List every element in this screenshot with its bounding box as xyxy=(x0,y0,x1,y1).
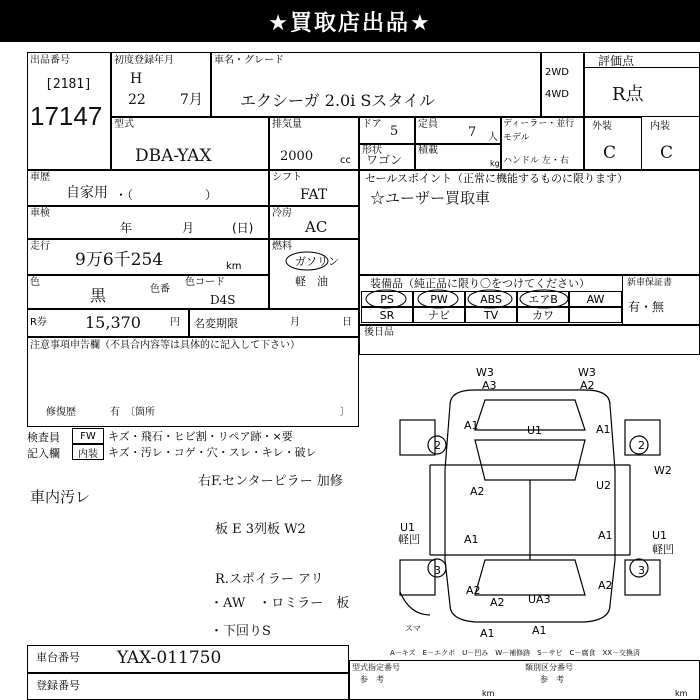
name-change-day: 日 xyxy=(342,317,352,328)
equip-aw: AW xyxy=(569,291,622,307)
rating-label: 評価点 xyxy=(598,54,635,68)
equipment-label: 装備品（純正品に限り〇をつけてください） xyxy=(370,277,590,290)
diag-a2-bottom-left: A2 xyxy=(466,584,481,597)
usage-value: 自家用 xyxy=(66,185,108,201)
displacement-value: 2000 xyxy=(280,149,314,164)
remark-2: 右F.センターピラー 加修 xyxy=(198,474,343,489)
legend-row: A－キズ E－エクボ U－凹み W－補修跡 S－サビ C－腐食 XX－交換済 xyxy=(390,649,641,657)
recycle-label: R券 xyxy=(30,317,47,328)
mileage-unit: km xyxy=(226,261,242,272)
equip-airbag: エアB xyxy=(517,291,569,307)
inspector-row2: キズ・汚レ・コゲ・穴・スレ・キレ・破レ xyxy=(108,446,317,459)
color-label: 色 xyxy=(30,277,40,288)
repair-close: 〕 xyxy=(340,407,350,418)
entry-label: 記入欄 xyxy=(27,447,60,460)
inspector-row1: キズ・飛石・ヒビ割・リペア跡・×要 xyxy=(108,430,293,443)
inspection-label: 車検 xyxy=(30,208,50,219)
diag-a2-right: A2 xyxy=(580,379,595,392)
date-box xyxy=(359,325,700,355)
chassis-label: 車台番号 xyxy=(36,651,80,664)
color-code-label: 色番 xyxy=(150,284,170,295)
equip-sr: SR xyxy=(361,307,413,323)
equip-navi: ナビ xyxy=(413,307,465,323)
inspector-fw: FW xyxy=(72,428,104,444)
load-unit: kg xyxy=(490,159,500,168)
inspection-month: 月 xyxy=(182,221,195,235)
inspection-year: 年 xyxy=(120,221,133,235)
dealer-handle-label: ハンドル 左・右 xyxy=(503,156,569,166)
lot-code: [2181] xyxy=(45,77,92,92)
diag-w3-left: W3 xyxy=(476,366,494,379)
diag-2-left: 2 xyxy=(434,439,441,452)
warranty-value: 有・無 xyxy=(628,300,665,314)
warranty-label: 新車保証書 xyxy=(627,278,673,288)
remark-5: ・AW ・ロミラー 板 xyxy=(210,596,350,611)
car-name-value: エクシーガ 2.0i Sスタイル xyxy=(240,91,436,110)
drive-box xyxy=(541,52,584,117)
page-header xyxy=(0,0,700,42)
ac-value: AC xyxy=(305,218,328,236)
gas-circle xyxy=(284,250,330,272)
diag-a1-front-left: A1 xyxy=(464,419,479,432)
fuel-diesel: 軽 油 xyxy=(295,275,328,288)
remark-3: 板 E 3列板 W2 xyxy=(215,522,306,537)
repair-value: 有 〔箇所 xyxy=(110,407,155,418)
diag-u1-left: U1 xyxy=(400,521,416,534)
usage-rest: ・（ ） xyxy=(115,188,218,202)
exterior-label: 外装 xyxy=(592,121,612,132)
exterior-value: C xyxy=(603,143,617,163)
displacement-label: 排気量 xyxy=(272,119,302,130)
color-code-value: D4S xyxy=(210,293,236,307)
ac-label: 冷房 xyxy=(272,208,292,219)
chassis-value: YAX-011750 xyxy=(117,648,222,668)
diag-u1-front: U1 xyxy=(527,424,543,437)
diag-a2-bottom-right: A2 xyxy=(598,579,613,592)
fuel-label: 燃料 xyxy=(272,241,292,252)
shift-value: FAT xyxy=(300,187,328,203)
first-reg-label: 初度登録年月 xyxy=(114,55,174,66)
shape-value: ワゴン xyxy=(366,153,403,167)
drive-2wd: 2WD xyxy=(545,67,569,78)
interior-label: 内装 xyxy=(650,121,670,132)
recycle-value: 15,370 xyxy=(85,313,141,332)
doors-value: 5 xyxy=(390,124,399,139)
interior-value: C xyxy=(660,143,674,163)
car-name-label: 車名・グレード xyxy=(214,55,284,66)
equip-blank xyxy=(569,307,622,323)
equip-leather: カワ xyxy=(517,307,569,323)
shift-label: シフト xyxy=(272,172,302,183)
first-reg-year: 22 xyxy=(128,92,146,108)
capacity-value: 7 xyxy=(468,125,477,140)
color-code2-label: 色コード xyxy=(185,277,225,288)
diag-w3-right: W3 xyxy=(578,366,596,379)
displacement-unit: cc xyxy=(340,155,351,166)
diag-3-left: 3 xyxy=(434,564,441,577)
doors-label: ドア xyxy=(362,119,382,130)
repair-label: 修復歴 xyxy=(46,407,76,418)
diag-a1-bottom-right: A1 xyxy=(532,624,547,637)
recycle-unit: 円 xyxy=(170,317,180,328)
lot-number: 17147 xyxy=(30,101,103,131)
diag-a3-left: A3 xyxy=(482,379,497,392)
equip-abs: ABS xyxy=(465,291,517,307)
name-change-label: 名変期限 xyxy=(194,317,238,330)
footer-ref: 参 考 xyxy=(360,675,384,684)
load-label: 積載 xyxy=(418,145,438,156)
usage-label: 車歴 xyxy=(30,172,50,183)
footer-km: km xyxy=(482,689,495,698)
diag-a1-front-right: A1 xyxy=(596,423,611,436)
notes-label: 注意事項申告欄（不具合内容等は具体的に記入して下さい） xyxy=(30,340,300,351)
footer-km2: km xyxy=(675,689,688,698)
diag-w2: W2 xyxy=(654,464,672,477)
footer-type-label: 型式指定番号 xyxy=(352,663,400,672)
diag-kan-right: 軽凹 xyxy=(652,543,674,556)
footer-ref2: 参 考 xyxy=(540,675,564,684)
mileage-label: 走行 xyxy=(30,241,50,252)
warranty-cell xyxy=(622,275,700,325)
date-label: 後日品 xyxy=(364,327,394,338)
diag-a1-bottom-left: A1 xyxy=(480,627,495,640)
drive-4wd: 4WD xyxy=(545,89,569,100)
shape-label: 形状 xyxy=(362,145,382,156)
inspection-day: (日) xyxy=(232,221,254,235)
sales-box xyxy=(359,170,700,275)
first-reg-era: H xyxy=(130,71,143,87)
diag-a1-mid-right: A1 xyxy=(598,529,613,542)
model-label: 型式 xyxy=(114,119,134,130)
capacity-label: 定員 xyxy=(418,119,438,130)
diag-3-right: 3 xyxy=(638,564,645,577)
diag-a2-mid: A2 xyxy=(470,485,485,498)
rating-value: R点 xyxy=(612,84,644,105)
dealer-model-label: モデル xyxy=(503,133,530,143)
remark-6: ・下回りS xyxy=(210,624,271,639)
diag-2-right: 2 xyxy=(638,439,645,452)
inspector-label: 検査員 xyxy=(27,431,60,444)
page-title: ★買取店出品★ xyxy=(268,10,432,36)
inspector-interior: 内装 xyxy=(72,444,104,460)
diag-aw: A2 xyxy=(490,596,505,609)
sales-value: ☆ユーザー買取車 xyxy=(370,189,491,207)
diag-suma: スマ xyxy=(405,624,421,633)
equip-ps: PS xyxy=(361,291,413,307)
mileage-value: 9万6千254 xyxy=(75,250,164,270)
diag-u2: U2 xyxy=(596,479,612,492)
capacity-unit: 人 xyxy=(488,132,498,143)
diag-a1-mid-left: A1 xyxy=(464,533,479,546)
diag-kan-left: 軽凹 xyxy=(398,533,420,546)
first-reg-month: 7月 xyxy=(180,92,203,108)
remark-1: 車内汚レ xyxy=(30,488,91,506)
remark-4: R.スポイラー アリ xyxy=(215,572,324,587)
equip-pw: PW xyxy=(413,291,465,307)
dealer-label: ディーラー・並行 xyxy=(503,119,575,129)
equip-tv: TV xyxy=(465,307,517,323)
model-value: DBA-YAX xyxy=(135,146,212,166)
diag-u1-right: U1 xyxy=(652,529,668,542)
reg-label: 登録番号 xyxy=(36,679,80,692)
color-value: 黒 xyxy=(90,286,107,305)
lot-label: 出品番号 xyxy=(30,55,70,66)
diag-ua3: UA3 xyxy=(528,593,551,606)
equipment-circles xyxy=(364,287,574,311)
sales-label: セールスポイント（正常に機能するものに限ります） xyxy=(365,172,629,185)
name-change-month: 月 xyxy=(290,317,300,328)
fuel-gas: ガソリン xyxy=(295,255,339,268)
footer-cat-label: 類別区分番号 xyxy=(525,663,573,672)
